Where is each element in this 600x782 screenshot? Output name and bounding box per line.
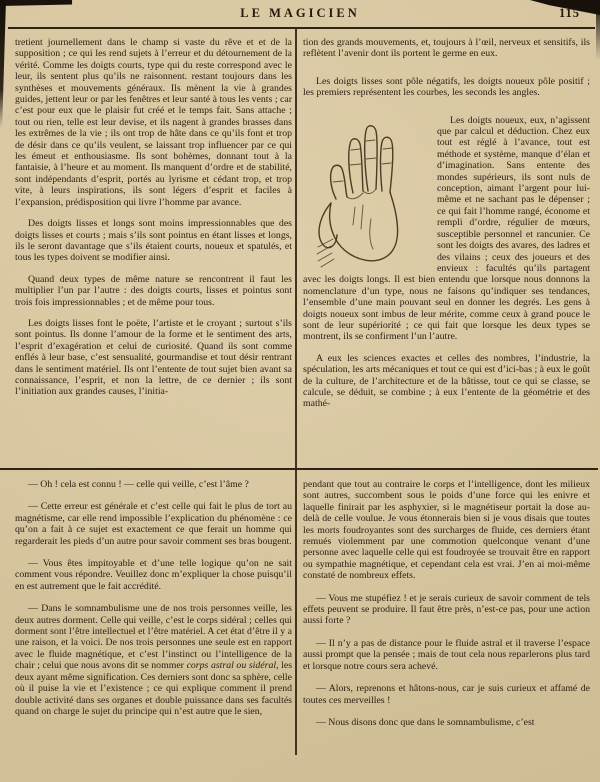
running-text-paragraph: Les doigts lisses sont pôle négatifs, les doigts noueux pôle positif ; les premiers représentent les courbes, les seconds les angles.: [303, 75, 590, 99]
column-divider-rule: [295, 28, 297, 755]
column-bottom-right: [303, 479, 590, 775]
hand-sketch-illustration: [303, 119, 429, 271]
dialogue-paragraph: — Cette erreur est générale et c’est celle qui fait le plus de tort au magnétisme, car elle rend impossible l’explication du phénomène : ce qu’on a fait à ce sujet est exactement ce que ferait un homme qui regarderait les pieds d’un autre pour savoir comment ses bras bougent.: [15, 501, 292, 547]
dialogue-paragraph: — Nous disons donc que dans le somnambulisme, c’est: [316, 716, 535, 728]
running-text: Les doigts noueux, eux, n’agissent que par calcul et déduction. Chez eux tout est réglé à l’avance, tout est méthode et système, manque d’élan et d’imagination. Sans entente des mondes supérieurs, ils sont nuls de conception, aimant l’argent pour lui-même et ne sachant pas le dépenser ; ce qui fait l’homme rangé, économe et rempli d’ordre, régulier de mœurs, susceptible personnel et rancunier. Ce sont les doigts des avares, des ladres et des vilains ; ceux des joueurs et des envieux : facultés qu’ils partagent avec les doigts longs. Il est bien entendu que lorsque nous donnons la nomenclature d’un type, nous ne faisons qu’indiquer ses tendances, l’ensemble d’une main pouvant seul en donner les degrés. Les gens à doigts noueux sont imbus de leur mérite, comme ceux à grand pouce le sont de leur supériorité ; ce qui fait que lorsque les deux types se montrent, ils se confirment l’un l’autre.: [303, 114, 590, 343]
running-text-paragraph: tretient journellement dans le champ si vaste du rêve et et de la supposition ; ce qui les rend sujets à l’erreur et du détournement de la vérité. Comme les doigts courts, type qui du reste correspond avec le leur, ils sentent plus qu’ils ne raisonnent. restant toujours dans les synthèses et mouvements généraux. Ils mènent la vie à grandes guides, jettent leur or par les fenêtres et leur santé à tous les vents ; car c’est pour eux que le plaisir fut créé et le temps fait. Sans attache ; tout ou rien, telle est leur devise, et ils nagent à grandes brasses dans les extrêmes de la vie ; ils ont trop de hâte dans ce qu’ils font et trop de désir dans ce qu’ils veulent, se laissant trop influencer par ce qui les émeut et enthousiasme. Ils sont bohèmes, donnant tout à la fantaisie, à l’heure et au moment. Ils manquent d’ordre et de stabilité, sont indépendants d’esprit, portés au lyrisme et cédant trop, et trop vite, à leurs inspirations, ils sont légers d’esprit et faciles à l’expansion, prédisposition qui livre l’homme par avance.: [15, 37, 292, 208]
dialogue-paragraph: [15, 603, 292, 717]
knotted-fingers-hand-icon: [316, 119, 442, 271]
header-rule: [8, 27, 595, 29]
page-header: [0, 6, 600, 26]
column-top-left: [15, 37, 292, 465]
running-text-paragraph: tion des grands mouvements, et, toujours à l’œil, nerveux et sensitifs, ils reflètent l’avenir dont ils portent le germe en eux.: [303, 37, 590, 60]
hand-paragraph: [303, 115, 590, 343]
dialogue-paragraph: — Alors, reprenons et hâtons-nous, car je suis curieux et affamé de toutes ces merveilles !: [303, 683, 590, 706]
running-text-paragraph: Les doigts lisses font le poëte, l’artiste et le croyant ; surtout s’ils sont pointus. Ils donne l’amour de la forme et le sentiment des arts, l’esprit d’exagération et celui de curiosité. Quand ils sont comme enflés à leur base, c’est sensualité, gourmandise et tout désir rentrant dans le sentiment matériel. Ils ont l’entente de tout sujet bien avant sa connaissance, l’esprit, et non la lettre, de ce dernier ; ils sont l’initiation aux grandes causes, l’initia-: [15, 317, 292, 398]
column-top-right: [303, 37, 590, 465]
italic-term: corps astral ou sidéral: [186, 660, 277, 672]
page-number: 115: [558, 6, 580, 20]
dialogue-paragraph: — Vous êtes impitoyable et d’une telle logique qu’on ne sait comment vous répondre. Veuillez donc m’expliquer la chose puisqu’il en est autrement que le fait accrédité.: [15, 558, 292, 592]
dialogue-paragraph: — Vous me stupéfiez ! et je serais curieux de savoir comment de tels effets peuvent se produire. Il faut être près, n’est-ce pas, pour une action aussi forte ?: [303, 592, 590, 627]
dialogue-paragraph: — Il n’y a pas de distance pour le fluide astral et il traverse l’espace aussi prompt que la pensée ; mais de tout cela nous reparlerons plus tard et lorsque notre cours sera achevé.: [303, 637, 590, 672]
running-text: , les deux ayant même signification. Ces derniers sont donc sa sphère, celle où il puise la vie et l’existence ; ce qui explique comment il prend double activité dans ses organes et double puissance dans ses facultés quand on charge le sujet du principe qui n’est autre que le sien,: [15, 660, 293, 717]
running-text: — Dans le somnambulisme une de nos trois personnes veille, les deux autres dorment. Celle qui veille, c’est le corps sidéral ; celles qui dorment sont l’être intellectuel et l’être matériel. A cet état d’être il y a une raison, et la voici. De nos trois personnes une seule est en rapport avec le fluide magnétique, et c’est l’instinct ou l’intelligence de la chair ; celui que nous avons dit se nommer: [15, 603, 292, 672]
running-text-paragraph: pendant que tout au contraire le corps et l’intelligence, dont les milieux sont autres, succombent sous le poids d’une force qui les enivre et laquelle finirait par les asphyxier, si le magnétiseur portait la dose au-delà de celle voulue. Je vous étonnerais bien si je vous disais que toutes les morts foudroyantes sont des surcharges de fluide, ces derniers étant remués violemment par une commotion quelconque venant d’une personne avec laquelle celle qui est foudroyée se trouvait être en rapport ou sympathie magnétique, et cependant cela est vrai. J’en ai moi-même constaté de nombreux effets.: [303, 479, 590, 582]
running-text-paragraph: Quand deux types de même nature se rencontrent il faut les multiplier l’un par l’autre : des doigts courts, lisses et pointus sont trois fois impressionnables ; et de même pour tous.: [15, 273, 292, 308]
column-bottom-left: [15, 479, 292, 775]
journal-title: LE MAGICIEN: [240, 6, 360, 20]
running-text-paragraph: Des doigts lisses et longs sont moins impressionnables que des doigts lisses et courts ; mais s’ils sont pointus en étant lisses et longs, ils le seront davantage que s’ils étaient courts, noueux et spatulés, et tous les types doivent se modifier ainsi.: [15, 218, 292, 264]
dialogue-paragraph: — Oh ! cela est connu ! — celle qui veille, c’est l’âme ?: [28, 479, 249, 490]
section-divider-rule: [0, 468, 598, 470]
running-text-paragraph: A eux les sciences exactes et celles des nombres, l’industrie, la spéculation, les arts mécaniques et tout ce qui est d’ici-bas ; à eux le goût de la culture, de l’architecture et de la bâtisse, tout ce qui se classe, se calcule, se déduit, se combine ; à eux l’entente de la géométrie et des mathé-: [303, 352, 591, 410]
